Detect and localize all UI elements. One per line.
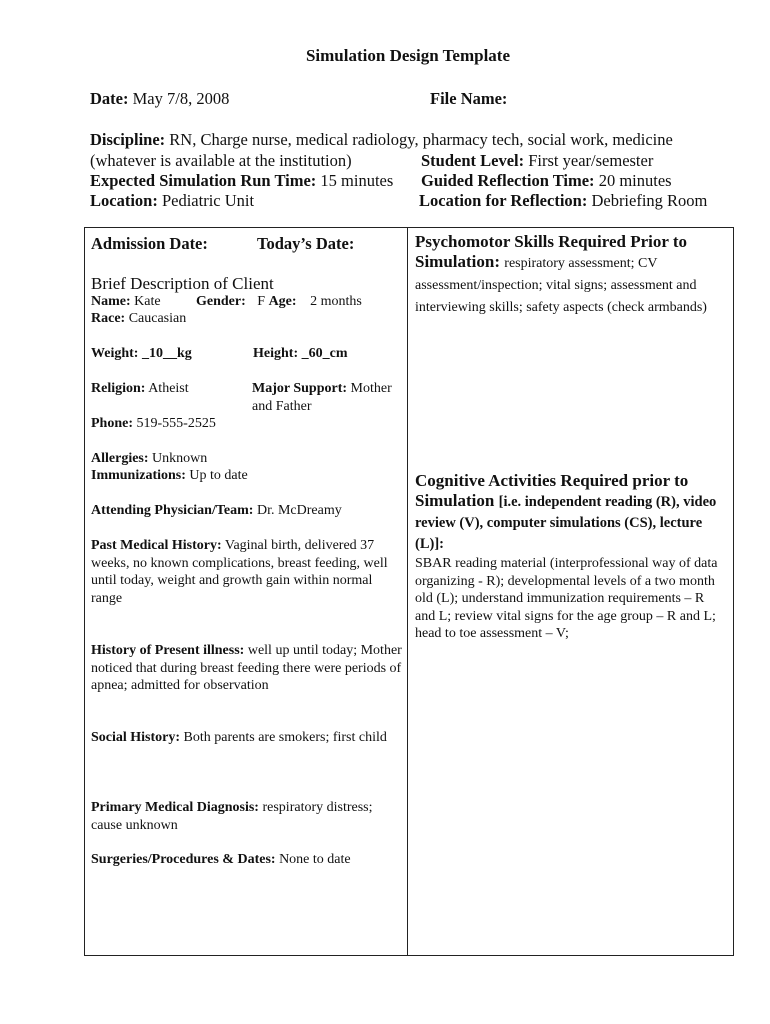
- name-row: [91, 293, 161, 311]
- major-support-label: Major Support:: [252, 381, 348, 396]
- discipline-value-cont: (whatever is available at the institution): [90, 151, 352, 170]
- reflection-time-line: [421, 170, 672, 191]
- physician-label: Attending Physician/Team:: [91, 503, 254, 518]
- student-level-value: First year/semester: [528, 151, 654, 170]
- hpi-block: [91, 642, 405, 695]
- diagnosis-label: Primary Medical Diagnosis:: [91, 800, 259, 815]
- date-value: May 7/8, 2008: [132, 89, 230, 108]
- discipline-label: Discipline:: [90, 130, 166, 149]
- race-row: [91, 310, 186, 328]
- diagnosis-value: respiratory distress; cause unknown: [91, 800, 373, 833]
- discipline-value: RN, Charge nurse, medical radiology, pharmacy tech, social work, medicine: [169, 130, 673, 149]
- social-row: [91, 729, 387, 747]
- height-value: _60_cm: [301, 346, 348, 361]
- location-value: Pediatric Unit: [161, 191, 255, 210]
- social-label: Social History:: [91, 730, 181, 745]
- pmh-block: [91, 537, 403, 607]
- gender-value: F: [257, 294, 266, 309]
- surgeries-row: [91, 851, 351, 869]
- age-value: 2 months: [310, 294, 362, 309]
- location-line: [90, 190, 254, 211]
- major-support-value: Mother: [350, 381, 392, 396]
- phone-value: 519-555-2525: [136, 416, 216, 431]
- page-title: Simulation Design Template: [305, 46, 511, 65]
- race-label: Race:: [91, 311, 126, 326]
- major-support-cont: and Father: [252, 399, 312, 414]
- run-time-label: Expected Simulation Run Time:: [90, 171, 317, 190]
- weight-row: [91, 345, 192, 363]
- physician-value: Dr. McDreamy: [256, 503, 342, 518]
- immunizations-label: Immunizations:: [91, 468, 186, 483]
- phone-row: [91, 415, 216, 433]
- prerequisites-cell: [408, 228, 734, 956]
- student-level-line: [421, 150, 653, 171]
- hpi-label: History of Present illness:: [91, 643, 245, 658]
- cognitive-value: SBAR reading material (interprofessional way of data organizing - R); developmental levels of a two month old (L); understand immunization requirements – R and L; review vital signs for the age group – R and L; head to toe assessment – V;: [415, 556, 718, 641]
- allergies-value: Unknown: [152, 451, 208, 466]
- religion-row: [91, 380, 189, 398]
- major-support-row: [252, 380, 392, 398]
- reflection-location-line: [419, 190, 707, 211]
- hpi-value: well up until today; Mother noticed that during breast feeding there were periods of apnea; admitted for observation: [91, 643, 402, 693]
- reflection-time-value: 20 minutes: [598, 171, 672, 190]
- height-row: [253, 345, 348, 363]
- race-value: Caucasian: [128, 311, 187, 326]
- social-value: Both parents are smokers; first child: [183, 730, 387, 745]
- todays-date-label: Today’s Date:: [257, 234, 355, 253]
- date-line: [90, 88, 229, 109]
- reflection-time-label: Guided Reflection Time:: [421, 171, 595, 190]
- pmh-value: Vaginal birth, delivered 37 weeks, no known complications, breast feeding, well until today, weight and growth gain within normal range: [91, 538, 388, 606]
- surgeries-value: None to date: [279, 852, 351, 867]
- discipline-line: [90, 129, 673, 150]
- phone-label: Phone:: [91, 416, 133, 431]
- brief-description-heading: Brief Description of Client: [91, 274, 274, 293]
- allergies-row: [91, 450, 207, 468]
- immunizations-row: [91, 467, 248, 485]
- admission-date-label: Admission Date:: [91, 234, 208, 253]
- religion-label: Religion:: [91, 381, 146, 396]
- file-name-line: [430, 88, 507, 109]
- surgeries-label: Surgeries/Procedures & Dates:: [91, 852, 276, 867]
- file-name-label: File Name:: [430, 89, 508, 108]
- client-info-cell: [85, 228, 408, 956]
- pmh-label: Past Medical History:: [91, 538, 222, 553]
- location-label: Location:: [90, 191, 158, 210]
- reflection-location-value: Debriefing Room: [591, 191, 708, 210]
- student-level-label: Student Level:: [421, 151, 525, 170]
- weight-label: Weight:: [91, 346, 139, 361]
- height-label: Height:: [253, 346, 299, 361]
- psychomotor-heading: Psychomotor Skills Required Prior to Simulation:: [415, 232, 687, 271]
- name-value: Kate: [134, 294, 161, 309]
- cognitive-block: [415, 471, 727, 643]
- allergies-label: Allergies:: [91, 451, 149, 466]
- run-time-line: [90, 170, 393, 191]
- name-label: Name:: [91, 294, 131, 309]
- run-time-value: 15 minutes: [320, 171, 394, 190]
- physician-row: [91, 502, 342, 520]
- gender-label: Gender:: [196, 294, 246, 309]
- gender-row: [196, 293, 362, 311]
- discipline-line-cont: [90, 150, 352, 171]
- reflection-location-label: Location for Reflection:: [419, 191, 588, 210]
- psychomotor-value: respiratory assessment; CV assessment/inspection; vital signs; assessment and interviewing skills; safety aspects (check armbands): [415, 256, 707, 315]
- weight-value: _10__kg: [141, 346, 192, 361]
- date-label: Date:: [90, 89, 129, 108]
- immunizations-value: Up to date: [189, 468, 248, 483]
- cognitive-heading: Cognitive Activities Required prior to Simulation: [415, 471, 689, 510]
- age-label: Age:: [268, 294, 297, 309]
- diagnosis-block: [91, 799, 391, 834]
- religion-value: Atheist: [148, 381, 189, 396]
- psychomotor-block: [415, 232, 720, 318]
- cognitive-bracket: [i.e. independent reading (R), video review (V), computer simulations (CS), lecture (L)]:: [415, 494, 717, 552]
- simulation-table: [84, 227, 734, 956]
